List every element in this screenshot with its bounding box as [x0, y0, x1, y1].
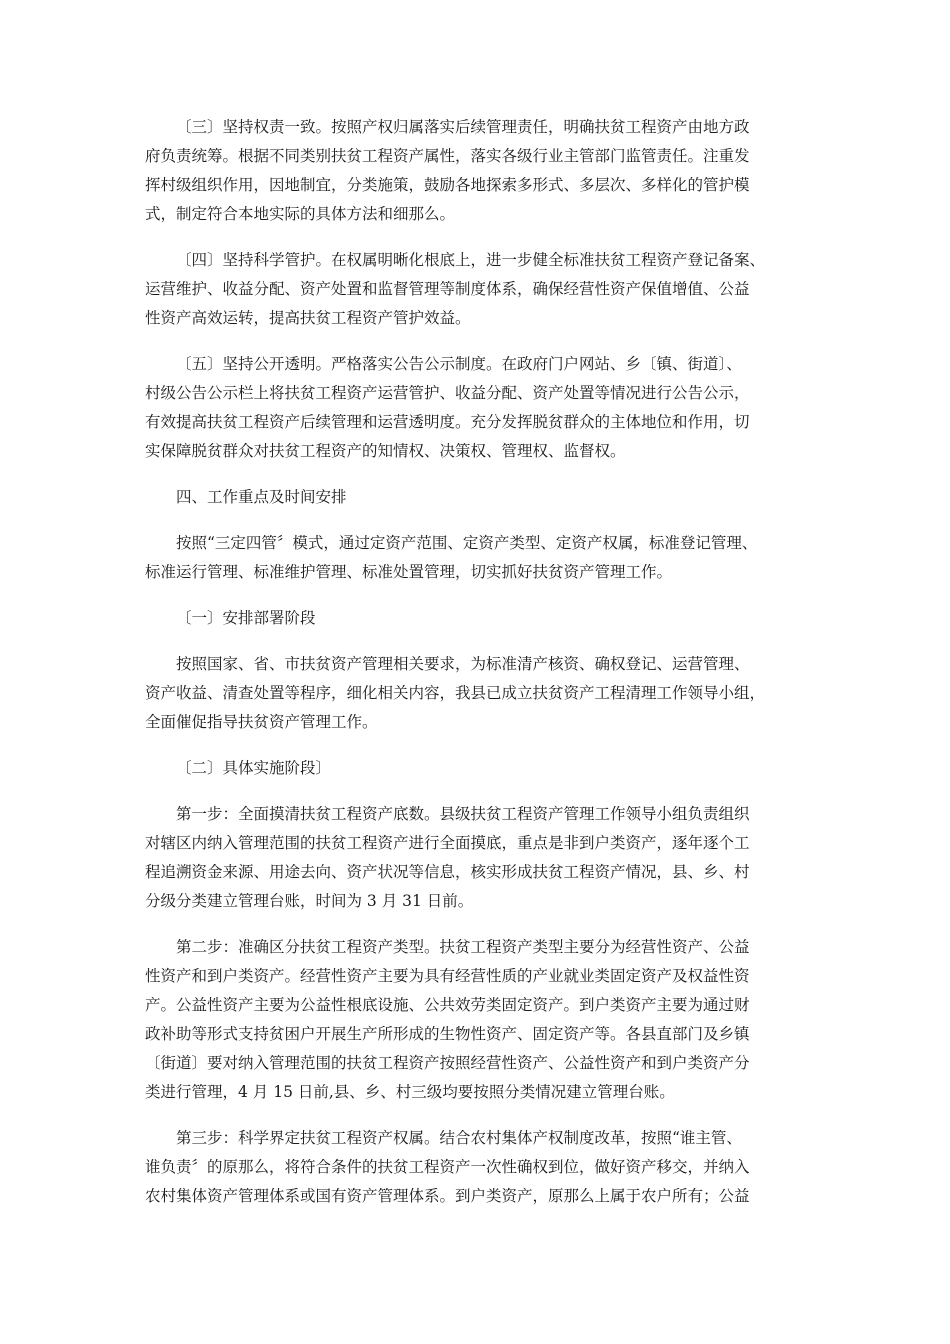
text-line: 式，制定符合本地实际的具体方法和细那么。: [145, 205, 456, 223]
text-line: 标准运行管理、标准维护管理、标准处置管理，切实抓好扶贫资产管理工作。: [145, 563, 673, 581]
section-heading: [145, 483, 810, 512]
text-line: 〔三〕坚持权责一致。按照产权归属落实后续管理责任，明确扶贫工程资产由地方政: [176, 118, 750, 136]
text-line: 〔二〕具体实施阶段〕: [176, 759, 332, 777]
text-line: 资产收益、清查处置等程序，细化相关内容，我县已成立扶贫资产工程清理工作领导小组，: [145, 684, 766, 702]
text-line: 府负责统筹。根据不同类别扶贫工程资产属性，落实各级行业主管部门监管责任。注重发: [145, 147, 750, 165]
section-heading: [145, 604, 810, 633]
text-line: 〔一〕安排部署阶段: [176, 609, 316, 627]
text-line: 性资产和到户类资产。经营性资产主要为具有经营性质的产业就业类固定资产及权益性资: [145, 967, 750, 985]
text-line: 性资产高效运转，提高扶贫工程资产管护效益。: [145, 309, 471, 327]
text-line: 运营维护、收益分配、资产处置和监督管理等制度体系，确保经营性资产保值增值、公益: [145, 280, 750, 298]
paragraph: [145, 246, 810, 333]
text-line: 四、工作重点及时间安排: [176, 488, 347, 506]
paragraph: [145, 529, 810, 587]
paragraph: [145, 350, 810, 466]
text-line: 农村集体资产管理体系或国有资产管理体系。到户类资产，原那么上属于农户所有；公益: [145, 1187, 750, 1205]
text-line: 有效提高扶贫工程资产后续管理和运营透明度。充分发挥脱贫群众的主体地位和作用，切: [145, 413, 750, 431]
text-line: 第三步：科学界定扶贫工程资产权属。结合农村集体产权制度改革，按照“谁主管、: [176, 1129, 742, 1147]
text-line: 〔街道〕要对纳入管理范围的扶贫工程资产按照经营性资产、公益性资产和到户类资产分: [145, 1054, 750, 1072]
text-line: 村级公告公示栏上将扶贫工程资产运营管护、收益分配、资产处置等情况进行公告公示，: [145, 384, 750, 402]
text-line: 分级分类建立管理台账，时间为 3 月 31 日前。: [145, 892, 474, 910]
text-line: 按照国家、省、市扶贫资产管理相关要求，为标准清产核资、确权登记、运营管理、: [176, 655, 750, 673]
text-line: 〔五〕坚持公开透明。严格落实公告公示制度。在政府门户网站、乡〔镇、街道〕、: [176, 355, 742, 373]
text-line: 挥村级组织作用，因地制宜，分类施策，鼓励各地探索多形式、多层次、多样化的管护模: [145, 176, 750, 194]
text-line: 类进行管理，4 月 15 日前,县、乡、村三级均要按照分类情况建立管理台账。: [145, 1083, 675, 1101]
text-line: 程追溯资金来源、用途去向、资产状况等信息，核实形成扶贫工程资产情况，县、乡、村: [145, 863, 750, 881]
document-body: [145, 113, 810, 1228]
paragraph: [145, 113, 810, 229]
text-line: 第一步：全面摸清扶贫工程资产底数。县级扶贫工程资产管理工作领导小组负责组织: [176, 805, 750, 823]
text-line: 全面催促指导扶贫资产管理工作。: [145, 713, 378, 731]
text-line: 〔四〕坚持科学管护。在权属明晰化根底上，进一步健全标准扶贫工程资产登记备案、: [176, 251, 766, 269]
paragraph: [145, 650, 810, 737]
text-line: 产。公益性资产主要为公益性根底设施、公共效劳类固定资产。到户类资产主要为通过财: [145, 996, 750, 1014]
text-line: 谁负责〞的原那么，将符合条件的扶贫工程资产一次性确权到位，做好资产移交，并纳入: [145, 1158, 750, 1176]
paragraph: [145, 1124, 810, 1211]
text-line: 实保障脱贫群众对扶贫工程资产的知情权、决策权、管理权、监督权。: [145, 442, 626, 460]
paragraph: [145, 933, 810, 1107]
text-line: 第二步：准确区分扶贫工程资产类型。扶贫工程资产类型主要分为经营性资产、公益: [176, 938, 750, 956]
text-line: 政补助等形式支持贫困户开展生产所形成的生物性资产、固定资产等。各县直部门及乡镇: [145, 1025, 750, 1043]
section-heading: [145, 754, 810, 783]
paragraph: [145, 800, 810, 916]
text-line: 对辖区内纳入管理范围的扶贫工程资产进行全面摸底，重点是非到户类资产，逐年逐个工: [145, 834, 750, 852]
text-line: 按照“三定四管〞模式，通过定资产范围、定资产类型、定资产权属，标准登记管理、: [176, 534, 758, 552]
